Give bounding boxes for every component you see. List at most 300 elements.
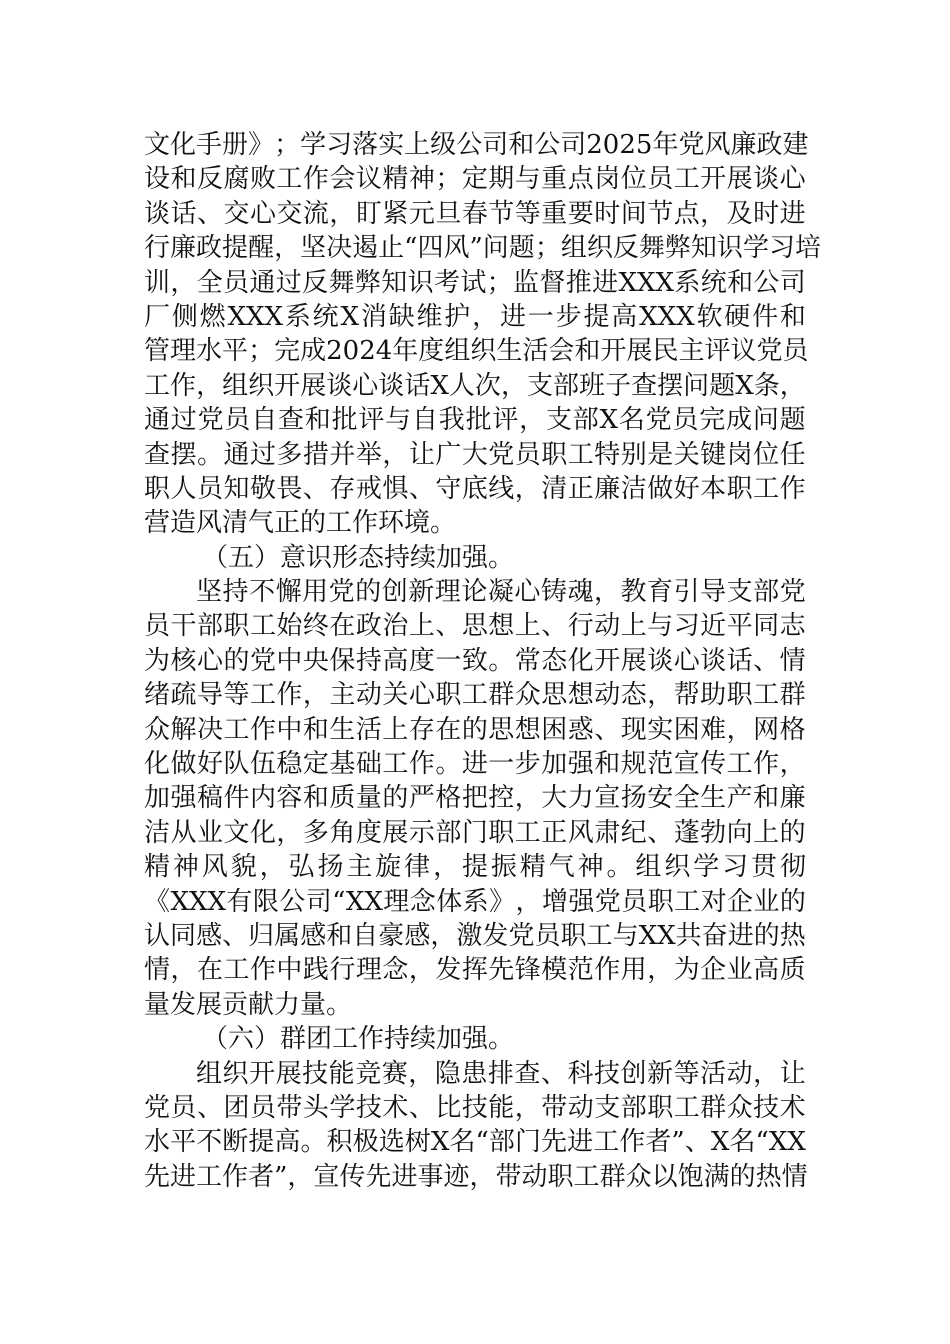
glyph: 题 (508, 233, 535, 264)
glyph: ， (647, 955, 674, 986)
glyph: 先 (488, 955, 515, 986)
glyph: 上 (620, 611, 647, 642)
glyph: ， (259, 852, 286, 883)
glyph: 化 (249, 817, 276, 848)
glyph: 司 (779, 267, 806, 298)
glyph: 心 (408, 680, 435, 711)
glyph: 护 (444, 301, 471, 332)
glyph: 组 (635, 852, 662, 883)
glyph: ， (433, 852, 460, 883)
glyph: 开 (249, 1058, 276, 1089)
glyph: ， (514, 473, 541, 504)
glyph: 思 (461, 611, 488, 642)
glyph: 作 (302, 164, 329, 195)
glyph: 题 (779, 405, 806, 436)
glyph: 上 (514, 611, 541, 642)
glyph: 化 (567, 645, 594, 676)
glyph: 工 (753, 680, 780, 711)
glyph: 等 (223, 680, 250, 711)
glyph: 豪 (378, 920, 405, 951)
glyph: 认 (144, 920, 171, 951)
glyph: 核 (170, 645, 197, 676)
glyph: 进 (779, 198, 806, 229)
glyph: 帮 (673, 680, 700, 711)
glyph: 者 (645, 1127, 672, 1158)
glyph: 展 (626, 336, 653, 367)
glyph: 维 (416, 301, 443, 332)
glyph: 模 (541, 955, 568, 986)
glyph: 正 (541, 817, 568, 848)
glyph: 公 (279, 886, 306, 917)
glyph: 侧 (171, 301, 198, 332)
glyph: 知 (690, 233, 717, 264)
glyph: 挥 (461, 955, 488, 986)
glyph: 查 (277, 405, 304, 436)
glyph: 进 (391, 1161, 418, 1192)
glyph: 、 (594, 714, 621, 745)
glyph: 紧 (382, 198, 409, 229)
glyph: 会 (548, 336, 575, 367)
glyph: 致 (461, 645, 488, 676)
glyph: 、 (684, 1127, 711, 1158)
glyph: 及 (726, 198, 753, 229)
glyph: 化 (144, 749, 171, 780)
glyph: 门 (514, 1127, 541, 1158)
glyph: 的 (382, 783, 409, 814)
glyph: 重 (541, 198, 568, 229)
glyph: 生 (496, 336, 523, 367)
glyph: ； (435, 164, 462, 195)
text-line (144, 1057, 806, 1091)
glyph: ， (170, 267, 197, 298)
glyph: 心 (514, 577, 541, 608)
text-line (144, 334, 809, 368)
glyph: 一 (527, 301, 554, 332)
glyph: 与 (514, 164, 541, 195)
glyph: 燃 (199, 301, 226, 332)
glyph: 任 (779, 439, 806, 470)
glyph: 织 (664, 852, 691, 883)
glyph: 量 (355, 783, 382, 814)
text-line (144, 162, 806, 196)
glyph: 设 (144, 164, 171, 195)
glyph: 格 (779, 714, 806, 745)
glyph: 党 (488, 439, 515, 470)
glyph: 持 (355, 645, 382, 676)
glyph: 心 (249, 198, 276, 229)
glyph: 竞 (355, 1058, 382, 1089)
glyph: 工 (567, 439, 594, 470)
glyph: 全 (196, 267, 223, 298)
glyph: 先 (541, 1127, 568, 1158)
glyph: 技 (461, 1092, 488, 1123)
glyph: 企 (727, 886, 754, 917)
glyph: 廉 (779, 783, 806, 814)
glyph: 和 (727, 267, 754, 298)
glyph: 治 (382, 611, 409, 642)
glyph: ， (329, 198, 356, 229)
glyph: 题 (709, 370, 736, 401)
glyph: 党 (249, 645, 276, 676)
glyph: 摆 (657, 370, 684, 401)
glyph: 关 (673, 439, 700, 470)
glyph: 反 (612, 233, 639, 264)
glyph: 间 (620, 198, 647, 229)
glyph: 树 (404, 1127, 431, 1158)
glyph: 和 (574, 336, 601, 367)
glyph: 话 (170, 198, 197, 229)
glyph: 系 (284, 301, 311, 332)
glyph: 期 (488, 164, 515, 195)
glyph: X (430, 1127, 450, 1158)
glyph: 中 (276, 645, 303, 676)
glyph: 谈 (700, 645, 727, 676)
glyph: ， (287, 1161, 314, 1192)
glyph: 过 (249, 439, 276, 470)
glyph: 组 (444, 336, 471, 367)
glyph: 统 (312, 301, 339, 332)
glyph: 为 (144, 645, 171, 676)
text-line (144, 781, 806, 815)
glyph: 始 (276, 611, 303, 642)
glyph: 敬 (249, 473, 276, 504)
glyph: ， (514, 1092, 541, 1123)
glyph: 、 (541, 611, 568, 642)
glyph: ， (500, 370, 527, 401)
glyph: 评 (704, 336, 731, 367)
glyph: 成 (726, 405, 753, 436)
glyph: 进 (567, 1127, 594, 1158)
glyph: 展 (300, 370, 327, 401)
glyph: 动 (726, 1058, 753, 1089)
glyph: 决 (326, 233, 353, 264)
glyph: 感 (196, 920, 223, 951)
glyph: 力 (567, 783, 594, 814)
glyph: ； (248, 336, 275, 367)
glyph: 强 (568, 886, 595, 917)
glyph: 员 (170, 1092, 197, 1123)
glyph: 与 (612, 920, 639, 951)
glyph: 气 (548, 852, 575, 883)
glyph: 赛 (381, 1058, 408, 1089)
glyph: 众 (514, 680, 541, 711)
glyph: 并 (329, 439, 356, 470)
glyph: 不 (249, 577, 276, 608)
glyph: 全 (673, 783, 700, 814)
line-text: （六）群团工作持续加强。 (202, 1024, 515, 1055)
glyph: 特 (594, 439, 621, 470)
glyph: 能 (328, 1058, 355, 1089)
glyph: 主 (678, 336, 705, 367)
glyph: 坚 (196, 577, 223, 608)
glyph: 创 (620, 1058, 647, 1089)
glyph: 支 (545, 405, 572, 436)
glyph: 精 (382, 164, 409, 195)
glyph: ， (274, 233, 301, 264)
glyph: 弊 (664, 233, 691, 264)
glyph: ， (170, 955, 197, 986)
glyph: 产 (726, 783, 753, 814)
glyph: “ (332, 886, 346, 917)
glyph: 事 (417, 1161, 444, 1192)
glyph: 、 (540, 1058, 567, 1089)
glyph: 惑 (567, 714, 594, 745)
glyph: XXX (618, 267, 674, 298)
text-line (144, 850, 806, 884)
glyph: 部 (620, 1092, 647, 1123)
glyph: 识 (716, 233, 743, 264)
glyph: 魂 (567, 577, 594, 608)
glyph: 贯 (751, 852, 778, 883)
glyph: 和 (302, 783, 329, 814)
glyph: 水 (196, 336, 223, 367)
glyph: 员 (224, 405, 251, 436)
glyph: 勃 (700, 817, 727, 848)
glyph: 、 (647, 817, 674, 848)
glyph: 工 (276, 164, 303, 195)
glyph: 实 (378, 130, 405, 160)
text-line (144, 369, 806, 403)
glyph: 一 (488, 749, 515, 780)
glyph: 年 (652, 130, 679, 160)
glyph: 神 (408, 164, 435, 195)
glyph: 作 (779, 473, 806, 504)
glyph: 彻 (779, 852, 806, 883)
glyph: 廉 (594, 473, 621, 504)
glyph: 示 (408, 817, 435, 848)
glyph: 弘 (288, 852, 315, 883)
glyph: 谈 (378, 370, 405, 401)
glyph: 提 (248, 1127, 275, 1158)
glyph: 。 (300, 1127, 327, 1158)
glyph: 神 (577, 852, 604, 883)
glyph: 班 (579, 370, 606, 401)
glyph: 时 (594, 198, 621, 229)
glyph: 廉 (170, 233, 197, 264)
glyph: 工 (382, 749, 409, 780)
glyph: 度 (418, 336, 445, 367)
glyph: 作 (249, 714, 276, 745)
glyph: 系 (462, 886, 489, 917)
glyph: 在 (196, 955, 223, 986)
glyph: 查 (144, 439, 171, 470)
glyph: 党 (645, 405, 672, 436)
glyph: ” (671, 1127, 685, 1158)
glyph: 上 (753, 817, 780, 848)
glyph: 别 (620, 439, 647, 470)
glyph: 让 (779, 1058, 806, 1089)
glyph: 习 (673, 611, 700, 642)
glyph: 导 (196, 680, 223, 711)
glyph: 保 (329, 645, 356, 676)
glyph: 支 (726, 577, 753, 608)
text-line (144, 747, 806, 781)
glyph: 上 (382, 714, 409, 745)
glyph: 手 (196, 130, 223, 160)
glyph: ， (779, 370, 806, 401)
glyph: 在 (435, 714, 462, 745)
glyph: 提 (583, 301, 610, 332)
glyph: 动 (567, 1092, 594, 1123)
glyph: 位 (620, 164, 647, 195)
glyph: 工 (673, 164, 700, 195)
glyph: 情 (779, 645, 806, 676)
glyph: 疏 (170, 680, 197, 711)
glyph: 作 (276, 680, 303, 711)
glyph: 能 (488, 1092, 515, 1123)
glyph: 员 (621, 886, 648, 917)
glyph: 败 (249, 164, 276, 195)
glyph: 者 (248, 1161, 275, 1192)
glyph: 司 (305, 886, 332, 917)
glyph: 对 (700, 886, 727, 917)
glyph: 难 (700, 714, 727, 745)
glyph: 支 (526, 370, 553, 401)
glyph: 人 (170, 473, 197, 504)
glyph: 组 (222, 370, 249, 401)
glyph: 生 (700, 783, 727, 814)
glyph: 作 (249, 955, 276, 986)
glyph: 平 (222, 336, 249, 367)
glyph: 2024 (326, 336, 393, 367)
glyph: 次 (474, 370, 501, 401)
glyph: 工 (461, 680, 488, 711)
glyph: 查 (514, 1058, 541, 1089)
glyph: 化 (170, 130, 197, 160)
glyph: 职 (435, 680, 462, 711)
glyph: 点 (567, 164, 594, 195)
glyph: 育 (647, 577, 674, 608)
glyph: 队 (223, 749, 250, 780)
glyph: 党 (508, 920, 535, 951)
glyph: 纪 (620, 817, 647, 848)
glyph: 批 (331, 405, 358, 436)
glyph: 心 (352, 370, 379, 401)
glyph: 不 (196, 1127, 223, 1158)
glyph: 广 (435, 439, 462, 470)
glyph: 基 (329, 749, 356, 780)
glyph: 和 (779, 301, 806, 332)
glyph: 舞 (328, 267, 355, 298)
glyph: 团 (223, 1092, 250, 1123)
glyph: 问 (752, 405, 779, 436)
glyph: 和 (594, 749, 621, 780)
glyph: ， (430, 920, 457, 951)
glyph: 级 (430, 130, 457, 160)
glyph: 工 (514, 817, 541, 848)
glyph: 职 (547, 1161, 574, 1192)
glyph: 网 (753, 714, 780, 745)
glyph: 貌 (230, 852, 257, 883)
glyph: 推 (565, 267, 592, 298)
glyph: 和 (326, 920, 353, 951)
glyph: 绪 (144, 680, 171, 711)
glyph: 技 (355, 1092, 382, 1123)
glyph: 问 (482, 233, 509, 264)
glyph: 上 (408, 611, 435, 642)
glyph: 众 (726, 1092, 753, 1123)
glyph: 和 (508, 130, 535, 160)
glyph: 作 (753, 749, 780, 780)
glyph: ， (519, 405, 546, 436)
glyph: 体 (436, 886, 463, 917)
glyph: 严 (408, 783, 435, 814)
glyph: 等 (673, 1058, 700, 1089)
glyph: 极 (352, 1127, 379, 1158)
glyph: 党 (779, 577, 806, 608)
glyph: 精 (144, 852, 171, 883)
glyph: 以 (651, 1161, 678, 1192)
glyph: 职 (647, 1092, 674, 1123)
glyph: 举 (355, 439, 382, 470)
glyph: 《 (144, 886, 171, 917)
glyph: X (735, 370, 754, 401)
glyph: 增 (541, 886, 568, 917)
glyph: 教 (620, 577, 647, 608)
glyph: 管 (144, 336, 171, 367)
glyph: 通 (144, 405, 171, 436)
glyph: 谈 (326, 370, 353, 401)
glyph: 群 (700, 1092, 727, 1123)
glyph: 业 (726, 955, 753, 986)
glyph: 子 (605, 370, 632, 401)
glyph: 实 (647, 714, 674, 745)
glyph: 惧 (382, 473, 409, 504)
glyph: 助 (700, 680, 727, 711)
text-line (144, 644, 806, 678)
glyph: 进 (592, 267, 619, 298)
glyph: 工 (753, 473, 780, 504)
glyph: 理 (170, 336, 197, 367)
glyph: 是 (647, 439, 674, 470)
glyph: 部 (753, 577, 780, 608)
glyph: 科 (567, 1058, 594, 1089)
glyph: 员 (672, 405, 699, 436)
glyph: 。 (606, 852, 633, 883)
glyph: 职 (144, 473, 171, 504)
glyph: 想 (488, 611, 515, 642)
text-line (144, 609, 806, 643)
glyph: 动 (521, 1161, 548, 1192)
glyph: 理 (434, 577, 461, 608)
glyph: 织 (470, 336, 497, 367)
glyph: 提 (461, 852, 488, 883)
text-line (144, 575, 806, 609)
glyph: 动 (594, 680, 621, 711)
glyph: 培 (794, 233, 821, 264)
glyph: 止 (378, 233, 405, 264)
glyph: 上 (404, 130, 431, 160)
glyph: 同 (170, 920, 197, 951)
glyph: 行 (144, 233, 171, 264)
glyph: 群 (488, 680, 515, 711)
glyph: ， (472, 301, 499, 332)
glyph: 步 (514, 749, 541, 780)
glyph: 念 (409, 886, 436, 917)
glyph: 成 (300, 336, 327, 367)
section-heading (144, 541, 834, 575)
glyph: 系 (674, 267, 701, 298)
glyph: 论 (461, 577, 488, 608)
glyph: 的 (355, 577, 382, 608)
glyph: 术 (382, 1092, 409, 1123)
glyph: 大 (461, 439, 488, 470)
glyph: 提 (222, 233, 249, 264)
glyph: 工 (249, 611, 276, 642)
glyph: 宣 (594, 783, 621, 814)
glyph: 高 (611, 301, 638, 332)
glyph: 本 (700, 473, 727, 504)
